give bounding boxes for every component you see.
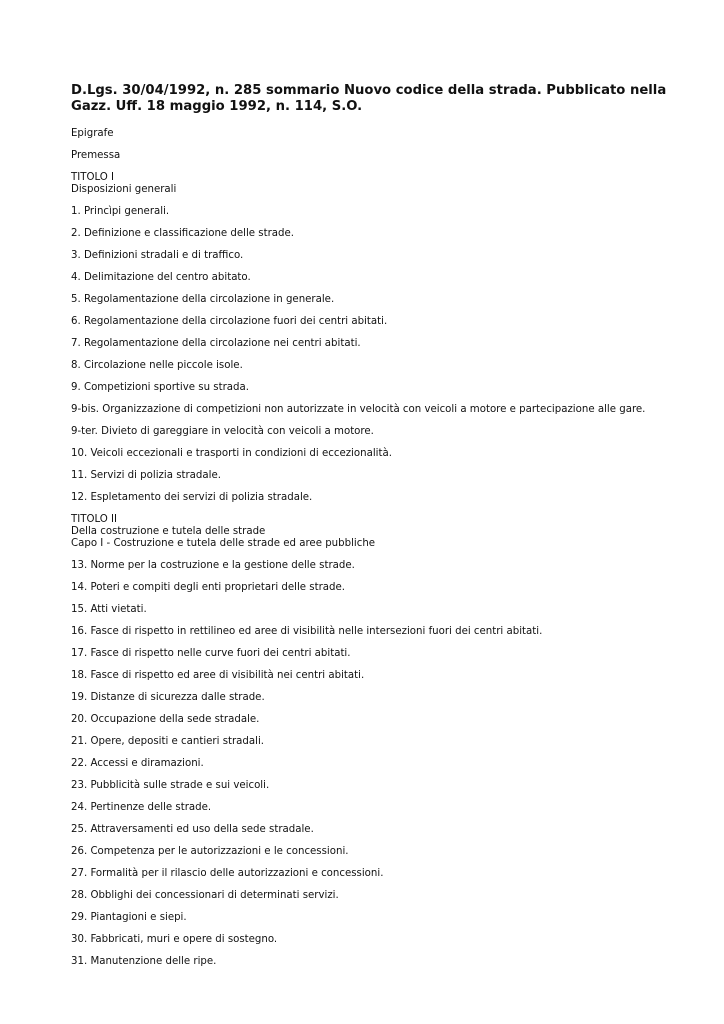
list-item: 16. Fasce di rispetto in rettilineo ed aree di visibilità nelle intersezioni fuori dei centri abitati. — [71, 626, 543, 637]
list-item: 18. Fasce di rispetto ed aree di visibilità nei centri abitati. — [71, 670, 365, 681]
list-item: 31. Manutenzione delle ripe. — [71, 956, 217, 967]
titolo-1-heading-group — [71, 172, 671, 196]
list-item: 13. Norme per la costruzione e la gestione delle strade. — [71, 560, 355, 571]
list-item: 23. Pubblicità sulle strade e sui veicoli. — [71, 780, 270, 791]
list-item: 3. Definizioni stradali e di traffico. — [71, 250, 244, 261]
list-item: 5. Regolamentazione della circolazione in generale. — [71, 294, 335, 305]
list-item: 19. Distanze di sicurezza dalle strade. — [71, 692, 265, 703]
list-item: 17. Fasce di rispetto nelle curve fuori dei centri abitati. — [71, 648, 351, 659]
titolo-1-heading: TITOLO I — [71, 172, 115, 183]
list-item: 26. Competenza per le autorizzazioni e le concessioni. — [71, 846, 349, 857]
list-item: 29. Piantagioni e siepi. — [71, 912, 187, 923]
titolo-2-subheading: Della costruzione e tutela delle strade — [71, 526, 266, 537]
list-item: 9-bis. Organizzazione di competizioni non autorizzate in velocità con veicoli a motore e partecipazione alle gare. — [71, 404, 646, 415]
list-item: 15. Atti vietati. — [71, 604, 147, 615]
document-title: D.Lgs. 30/04/1992, n. 285 sommario Nuovo codice della strada. Pubblicato nella Gazz. Uff. 18 maggio 1992, n. 114, S.O. — [71, 83, 667, 114]
titolo-1-subheading: Disposizioni generali — [71, 184, 177, 195]
titolo-2-heading-group — [71, 514, 671, 550]
list-item: 4. Delimitazione del centro abitato. — [71, 272, 251, 283]
list-item: 8. Circolazione nelle piccole isole. — [71, 360, 243, 371]
document-page — [71, 83, 671, 978]
titolo-2-heading: TITOLO II — [71, 514, 118, 525]
list-item: 20. Occupazione della sede stradale. — [71, 714, 260, 725]
list-item: 22. Accessi e diramazioni. — [71, 758, 204, 769]
list-item: 9-ter. Divieto di gareggiare in velocità con veicoli a motore. — [71, 426, 374, 437]
list-item: 28. Obblighi dei concessionari di determinati servizi. — [71, 890, 339, 901]
list-item: 30. Fabbricati, muri e opere di sostegno. — [71, 934, 278, 945]
list-item: 6. Regolamentazione della circolazione fuori dei centri abitati. — [71, 316, 388, 327]
list-item: 21. Opere, depositi e cantieri stradali. — [71, 736, 265, 747]
list-item: 27. Formalità per il rilascio delle autorizzazioni e concessioni. — [71, 868, 384, 879]
list-item: 25. Attraversamenti ed uso della sede stradale. — [71, 824, 314, 835]
list-item: 14. Poteri e compiti degli enti proprietari delle strade. — [71, 582, 346, 593]
list-item: 10. Veicoli eccezionali e trasporti in condizioni di eccezionalità. — [71, 448, 392, 459]
list-item: 1. Princìpi generali. — [71, 206, 170, 217]
list-item: 11. Servizi di polizia stradale. — [71, 470, 221, 481]
intro-epigrafe: Epigrafe — [71, 128, 114, 139]
intro-premessa: Premessa — [71, 150, 121, 161]
capo-1-heading: Capo I - Costruzione e tutela delle strade ed aree pubbliche — [71, 538, 376, 549]
list-item: 9. Competizioni sportive su strada. — [71, 382, 249, 393]
list-item: 12. Espletamento dei servizi di polizia stradale. — [71, 492, 313, 503]
list-item: 24. Pertinenze delle strade. — [71, 802, 212, 813]
list-item: 7. Regolamentazione della circolazione nei centri abitati. — [71, 338, 361, 349]
list-item: 2. Definizione e classificazione delle strade. — [71, 228, 295, 239]
